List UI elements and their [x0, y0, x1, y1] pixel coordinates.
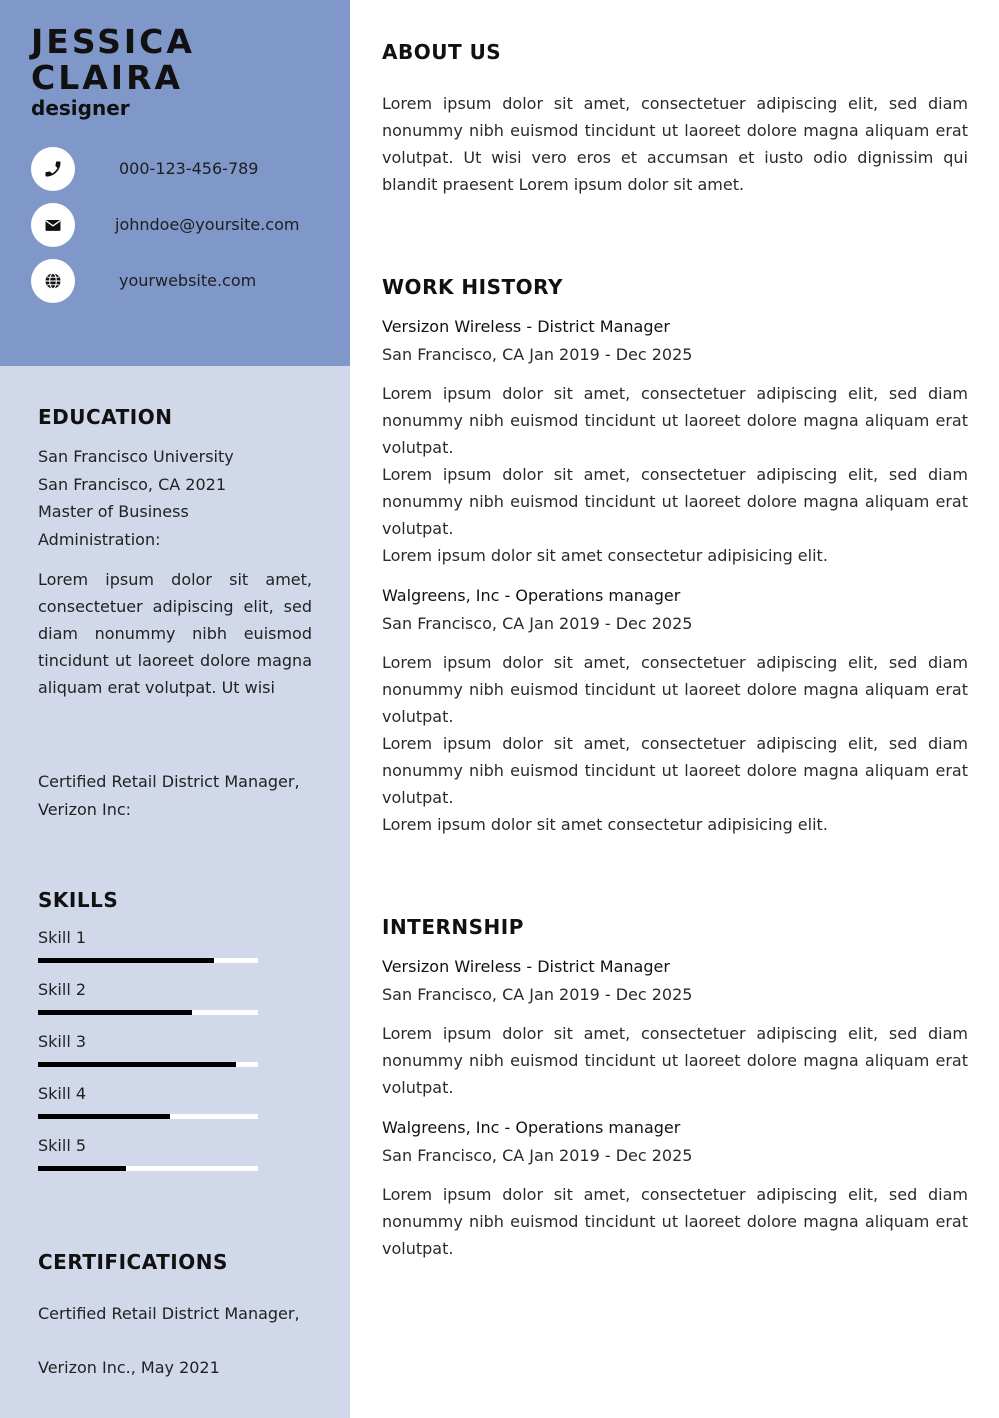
name-first: JESSICA — [31, 22, 195, 61]
contact-website — [31, 259, 331, 303]
contact-email — [31, 203, 331, 247]
education-cert-line1: Certified Retail District Manager, — [38, 772, 300, 791]
email-address: johndoe@yoursite.com — [115, 215, 300, 234]
work-job-1-header — [382, 313, 968, 369]
skill-label: Skill 5 — [38, 1136, 87, 1155]
work-job-1-meta: San Francisco, CA Jan 2019 - Dec 2025 — [382, 345, 693, 364]
phone-number: 000-123-456-789 — [119, 159, 259, 178]
education-certification — [38, 768, 300, 823]
skill-item — [38, 928, 258, 947]
work-job-2-para-1: Lorem ipsum dolor sit amet, consectetuer adipiscing elit, sed diam nonummy nibh euismod tincidunt ut laoreet dolore magna aliquam erat volutpat. — [382, 653, 968, 726]
internship-2-header — [382, 1114, 968, 1170]
education-cert-line2: Verizon Inc: — [38, 799, 132, 819]
contact-phone — [31, 147, 331, 191]
work-job-2-title: Walgreens, Inc - Operations manager — [382, 586, 681, 605]
internship-heading: INTERNSHIP — [382, 915, 524, 939]
education-heading: EDUCATION — [38, 405, 173, 429]
internship-2-meta: San Francisco, CA Jan 2019 - Dec 2025 — [382, 1146, 693, 1165]
skill-bar-fill — [38, 1062, 236, 1067]
about-heading: ABOUT US — [382, 40, 502, 64]
work-job-2-header — [382, 582, 968, 638]
internship-1-title: Versizon Wireless - District Manager — [382, 957, 670, 976]
name-last: CLAIRA — [31, 58, 184, 97]
skill-bar-fill — [38, 1114, 170, 1119]
skill-bar-fill — [38, 1166, 126, 1171]
work-job-1-para-3: Lorem ipsum dolor sit amet consectetur adipisicing elit. — [382, 546, 828, 565]
skill-bar-fill — [38, 958, 214, 963]
website-url: yourwebsite.com — [119, 271, 257, 290]
work-job-2-para-3: Lorem ipsum dolor sit amet consectetur adipisicing elit. — [382, 815, 828, 834]
work-job-1-para-2: Lorem ipsum dolor sit amet, consectetuer adipiscing elit, sed diam nonummy nibh euismod tincidunt ut laoreet dolore magna aliquam erat volutpat. — [382, 465, 968, 538]
skill-bar — [38, 1166, 258, 1171]
work-job-1-para-1: Lorem ipsum dolor sit amet, consectetuer adipiscing elit, sed diam nonummy nibh euismod tincidunt ut laoreet dolore magna aliquam erat volutpat. — [382, 384, 968, 457]
skill-label: Skill 4 — [38, 1084, 87, 1103]
skill-label: Skill 2 — [38, 980, 87, 999]
candidate-role: designer — [31, 96, 130, 120]
skill-bar — [38, 1114, 258, 1119]
internship-2-title: Walgreens, Inc - Operations manager — [382, 1118, 681, 1137]
work-job-1-title: Versizon Wireless - District Manager — [382, 317, 670, 336]
skill-label: Skill 1 — [38, 928, 87, 947]
envelope-icon — [31, 203, 75, 247]
work-job-2-meta: San Francisco, CA Jan 2019 - Dec 2025 — [382, 614, 693, 633]
education-details — [38, 443, 234, 553]
education-degree-line2: Administration: — [38, 529, 161, 549]
work-job-2-para-2: Lorem ipsum dolor sit amet, consectetuer adipiscing elit, sed diam nonummy nibh euismod tincidunt ut laoreet dolore magna aliquam erat volutpat. — [382, 734, 968, 807]
education-description: Lorem ipsum dolor sit amet, consectetuer adipiscing elit, sed diam nonummy nibh euismod tincidunt ut laoreet dolore magna aliquam erat volutpat. Ut wisi — [38, 570, 312, 697]
work-heading: WORK HISTORY — [382, 275, 563, 299]
skill-item — [38, 1032, 258, 1051]
certifications-heading: CERTIFICATIONS — [38, 1250, 228, 1274]
skill-bar — [38, 1010, 258, 1015]
skill-bar — [38, 1062, 258, 1067]
certification-line2: Verizon Inc., May 2021 — [38, 1358, 220, 1377]
globe-icon — [31, 259, 75, 303]
education-degree-line1: Master of Business — [38, 502, 189, 521]
candidate-name — [31, 24, 195, 96]
certification-line1: Certified Retail District Manager, — [38, 1304, 300, 1323]
about-text: Lorem ipsum dolor sit amet, consectetuer adipiscing elit, sed diam nonummy nibh euismod tincidunt ut laoreet dolore magna aliquam erat volutpat. Ut wisi vero eros et accumsan et iusto odio dignissim qui blandit praesent Lorem ipsum dolor sit amet. — [382, 94, 968, 194]
education-school: San Francisco University — [38, 447, 234, 466]
internship-1-meta: San Francisco, CA Jan 2019 - Dec 2025 — [382, 985, 693, 1004]
internship-2-para: Lorem ipsum dolor sit amet, consectetuer adipiscing elit, sed diam nonummy nibh euismod tincidunt ut laoreet dolore magna aliquam erat volutpat. — [382, 1185, 968, 1258]
internship-1-para: Lorem ipsum dolor sit amet, consectetuer adipiscing elit, sed diam nonummy nibh euismod tincidunt ut laoreet dolore magna aliquam erat volutpat. — [382, 1024, 968, 1097]
skill-item — [38, 1136, 258, 1155]
skill-bar — [38, 958, 258, 963]
internship-1-header — [382, 953, 968, 1009]
skills-heading: SKILLS — [38, 888, 119, 912]
skill-bar-fill — [38, 1010, 192, 1015]
phone-icon — [31, 147, 75, 191]
skill-item — [38, 980, 258, 999]
skill-item — [38, 1084, 258, 1103]
education-location-year: San Francisco, CA 2021 — [38, 474, 227, 494]
skill-label: Skill 3 — [38, 1032, 87, 1051]
